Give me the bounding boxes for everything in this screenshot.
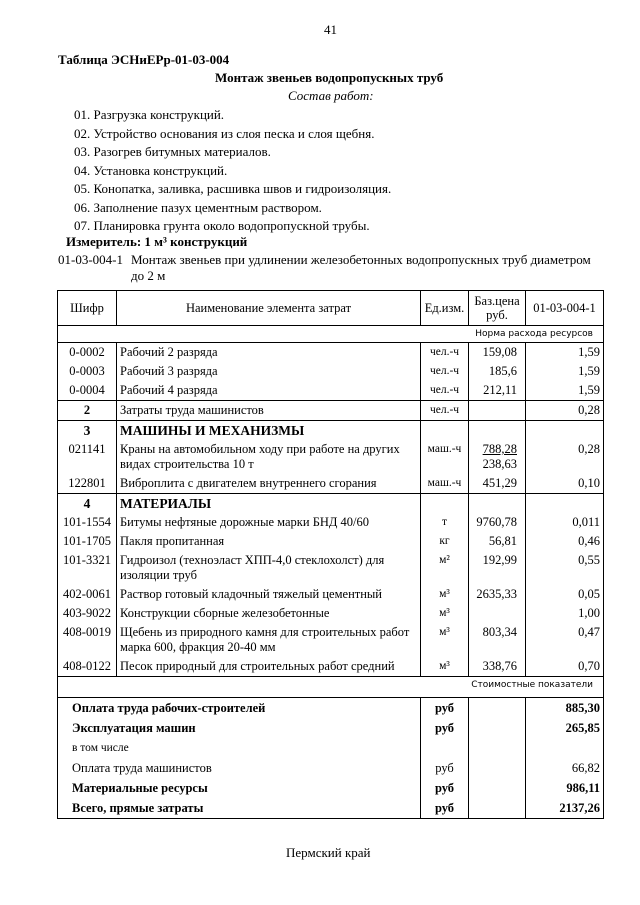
total-name: Всего, прямые затраты	[58, 798, 421, 819]
work-item: 02. Устройство основания из слоя песка и слоя щебня.	[74, 125, 375, 141]
cell-name: Пакля пропитанная	[117, 532, 421, 551]
work-item: 01. Разгрузка конструкций.	[74, 107, 225, 122]
cell-price: 56,81	[469, 532, 526, 551]
cell-code: 3	[58, 421, 117, 441]
table-row	[58, 494, 604, 514]
cell-code: 021141	[58, 440, 117, 474]
cell-price: 9760,78	[469, 513, 526, 532]
cell-value: 0,10	[526, 474, 604, 494]
table-row	[58, 401, 604, 421]
cell-name: Битумы нефтяные дорожные марки БНД 40/60	[117, 513, 421, 532]
price-secondary: 238,63	[482, 457, 517, 471]
total-row	[58, 758, 604, 778]
cell-code: 408-0019	[58, 623, 117, 657]
header-name: Наименование элемента затрат	[117, 291, 421, 326]
price-main: 788,28	[482, 442, 517, 456]
cell-code: 101-1705	[58, 532, 117, 551]
page-number: 41	[324, 22, 337, 37]
cell-name: МАТЕРИАЛЫ	[117, 494, 421, 514]
table-row	[58, 551, 604, 585]
table-row	[58, 474, 604, 494]
cell-value	[526, 494, 604, 514]
cell-name: Рабочий 3 разряда	[117, 362, 421, 381]
cell-value: 0,28	[526, 440, 604, 474]
header-price: Баз.цена руб.	[469, 291, 526, 326]
cell-price: 212,11	[469, 381, 526, 401]
total-unit: руб	[421, 758, 469, 778]
cell-price	[469, 421, 526, 441]
cell-code: 402-0061	[58, 585, 117, 604]
total-name: Эксплуатация машин	[58, 718, 421, 738]
cell-name: Виброплита с двигателем внутреннего сгорания	[117, 474, 421, 494]
total-row	[58, 698, 604, 719]
subtitle: Состав работ:	[288, 88, 374, 103]
total-value: 265,85	[526, 718, 604, 738]
cell-value: 1,59	[526, 343, 604, 363]
total-empty	[469, 698, 526, 719]
table-row	[58, 604, 604, 623]
cell-unit: м³	[421, 657, 469, 677]
header-code: Шифр	[58, 291, 117, 326]
cell-value: 1,00	[526, 604, 604, 623]
cell-value: 0,011	[526, 513, 604, 532]
total-name: Материальные ресурсы	[58, 778, 421, 798]
cell-name: Конструкции сборные железобетонные	[117, 604, 421, 623]
cell-value: 1,59	[526, 381, 604, 401]
cell-unit: маш.-ч	[421, 440, 469, 474]
cell-code: 0-0003	[58, 362, 117, 381]
total-value: 2137,26	[526, 798, 604, 819]
cell-name: Щебень из природного камня для строительных работ марка 600, фракция 20-40 мм	[117, 623, 421, 657]
cell-unit: чел.-ч	[421, 362, 469, 381]
work-item: 06. Заполнение пазух цементным раствором.	[74, 199, 322, 215]
header-unit: Ед.изм.	[421, 291, 469, 326]
cell-code: 408-0122	[58, 657, 117, 677]
total-empty	[469, 738, 526, 758]
meter: Измеритель: 1 м³ конструкций	[66, 234, 248, 249]
total-value: 986,11	[526, 778, 604, 798]
total-name: в том числе	[58, 738, 421, 758]
table-row	[58, 421, 604, 441]
cell-price	[469, 401, 526, 421]
cell-code: 2	[58, 401, 117, 421]
cell-code: 0-0002	[58, 343, 117, 363]
cell-unit: чел.-ч	[421, 401, 469, 421]
total-name: Оплата труда машинистов	[58, 758, 421, 778]
cell-unit: чел.-ч	[421, 381, 469, 401]
table-row	[58, 381, 604, 401]
total-row	[58, 798, 604, 819]
cell-unit: м³	[421, 604, 469, 623]
cell-code: 101-3321	[58, 551, 117, 585]
cell-unit: м³	[421, 585, 469, 604]
cell-price: 192,99	[469, 551, 526, 585]
cell-value	[526, 421, 604, 441]
cell-value: 0,70	[526, 657, 604, 677]
footer-region: Пермский край	[286, 845, 371, 860]
total-name: Оплата труда рабочих-строителей	[58, 698, 421, 719]
cell-unit: т	[421, 513, 469, 532]
cell-code: 4	[58, 494, 117, 514]
cell-name: Краны на автомобильном ходу при работе на других видах строительства 10 т	[117, 440, 421, 474]
cell-unit	[421, 421, 469, 441]
total-row	[58, 738, 604, 758]
cell-value: 0,05	[526, 585, 604, 604]
cell-code: 122801	[58, 474, 117, 494]
cell-name: Рабочий 4 разряда	[117, 381, 421, 401]
item-desc-2: до 2 м	[131, 268, 166, 283]
cell-name: Рабочий 2 разряда	[117, 343, 421, 363]
table-row	[58, 657, 604, 677]
table-header	[58, 291, 604, 326]
table-row	[58, 440, 604, 474]
cell-value: 0,55	[526, 551, 604, 585]
total-row	[58, 778, 604, 798]
total-unit	[421, 738, 469, 758]
cell-name: МАШИНЫ И МЕХАНИЗМЫ	[117, 421, 421, 441]
cell-price: 338,76	[469, 657, 526, 677]
cell-unit: чел.-ч	[421, 343, 469, 363]
cell-code: 0-0004	[58, 381, 117, 401]
cell-price: 185,6	[469, 362, 526, 381]
work-item: 03. Разогрев битумных материалов.	[74, 144, 271, 159]
total-value	[526, 738, 604, 758]
total-row	[58, 718, 604, 738]
cell-unit: маш.-ч	[421, 474, 469, 494]
cell-value: 0,46	[526, 532, 604, 551]
cost-label: Стоимостные показатели	[58, 677, 604, 698]
item-code: 01-03-004-1	[58, 252, 123, 267]
cell-unit: кг	[421, 532, 469, 551]
total-empty	[469, 798, 526, 819]
work-item: 04. Установка конструкций.	[74, 162, 228, 178]
table-row	[58, 513, 604, 532]
total-empty	[469, 758, 526, 778]
cell-unit: м²	[421, 551, 469, 585]
total-unit: руб	[421, 698, 469, 719]
cell-price: 451,29	[469, 474, 526, 494]
cell-price	[469, 494, 526, 514]
work-item: 05. Конопатка, заливка, расшивка швов и гидроизоляция.	[74, 181, 392, 196]
total-unit: руб	[421, 778, 469, 798]
cell-value: 0,28	[526, 401, 604, 421]
table-row	[58, 623, 604, 657]
total-value: 66,82	[526, 758, 604, 778]
table-row	[58, 343, 604, 363]
resource-table	[57, 290, 604, 819]
page-title: Монтаж звеньев водопропускных труб	[215, 70, 444, 85]
table-row	[58, 532, 604, 551]
work-item: 07. Планировка грунта около водопропускной трубы.	[74, 218, 370, 233]
cell-code: 101-1554	[58, 513, 117, 532]
cell-name: Раствор готовый кладочный тяжелый цементный	[117, 585, 421, 604]
cell-code: 403-9022	[58, 604, 117, 623]
total-unit: руб	[421, 798, 469, 819]
cell-value: 1,59	[526, 362, 604, 381]
norm-label: Норма расхода ресурсов	[58, 326, 604, 343]
total-empty	[469, 778, 526, 798]
cell-price: 159,08	[469, 343, 526, 363]
cell-name: Затраты труда машинистов	[117, 401, 421, 421]
table-row	[58, 362, 604, 381]
cell-value: 0,47	[526, 623, 604, 657]
total-unit: руб	[421, 718, 469, 738]
cell-price	[469, 440, 526, 474]
table-code: Таблица ЭСНиЕРр-01-03-004	[58, 52, 230, 67]
total-value: 885,30	[526, 698, 604, 719]
cell-name: Гидроизол (техноэласт ХПП-4,0 стеклохолст) для изоляции труб	[117, 551, 421, 585]
total-empty	[469, 718, 526, 738]
cell-name: Песок природный для строительных работ средний	[117, 657, 421, 677]
cell-price	[469, 604, 526, 623]
cell-price: 2635,33	[469, 585, 526, 604]
cell-unit: м³	[421, 623, 469, 657]
item-desc: Монтаж звеньев при удлинении железобетонных водопропускных труб диаметром	[131, 252, 591, 267]
cell-price: 803,34	[469, 623, 526, 657]
header-value: 01-03-004-1	[526, 291, 604, 326]
cell-unit	[421, 494, 469, 514]
table-row	[58, 585, 604, 604]
